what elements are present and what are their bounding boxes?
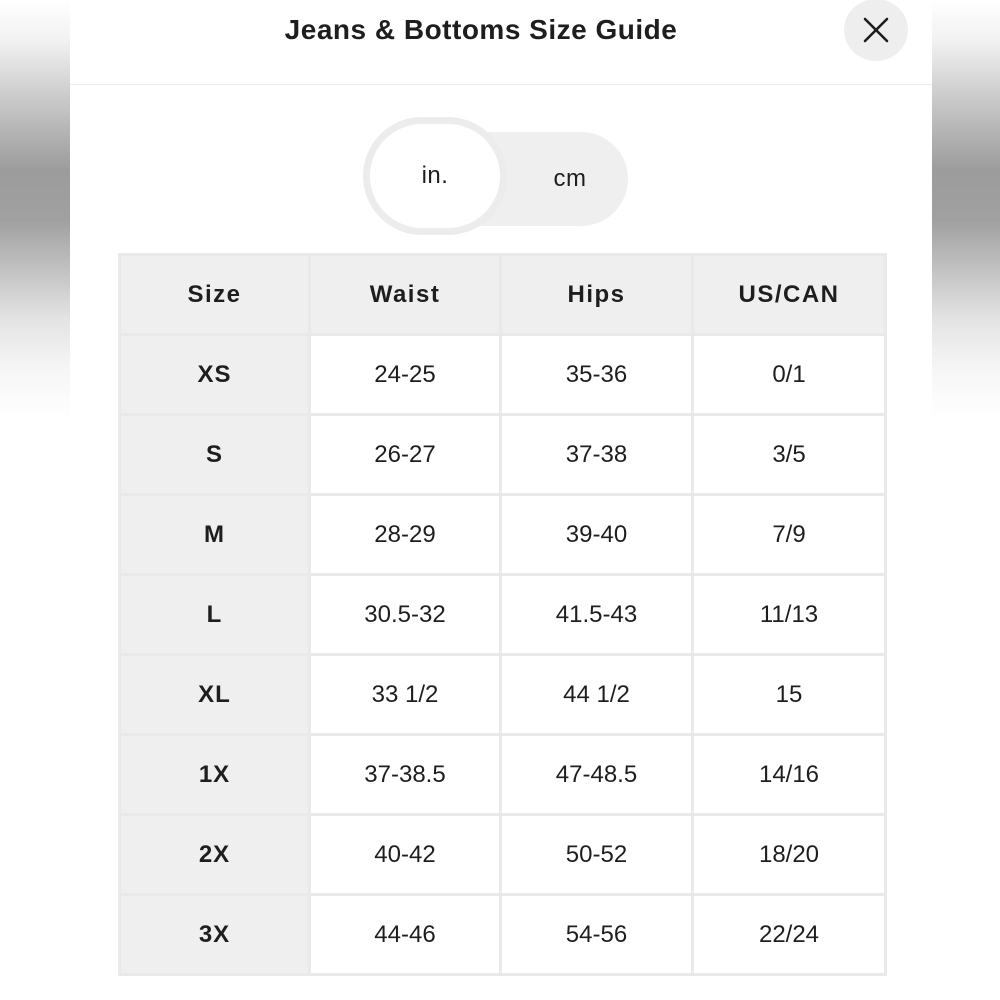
table-row [120, 575, 886, 655]
size-guide-modal [70, 0, 932, 1000]
header-hips: Hips [501, 255, 693, 335]
waist-cell: 30.5-32 [310, 575, 501, 655]
us-can-cell: 0/1 [693, 335, 886, 415]
table-row [120, 895, 886, 975]
table-row [120, 655, 886, 735]
waist-cell: 37-38.5 [310, 735, 501, 815]
modal-header [70, 0, 932, 85]
close-button[interactable] [844, 0, 908, 61]
background-left [0, 0, 70, 1000]
us-can-cell: 14/16 [693, 735, 886, 815]
us-can-cell: 11/13 [693, 575, 886, 655]
table-row [120, 815, 886, 895]
background-right [932, 0, 1000, 1000]
header-waist: Waist [310, 255, 501, 335]
table-row [120, 415, 886, 495]
table-row [120, 495, 886, 575]
modal-title: Jeans & Bottoms Size Guide [284, 14, 678, 45]
hips-cell: 47-48.5 [501, 735, 693, 815]
us-can-cell: 3/5 [693, 415, 886, 495]
size-table [118, 253, 887, 976]
size-cell: 1X [120, 735, 310, 815]
table-row [120, 335, 886, 415]
size-cell: XS [120, 335, 310, 415]
hips-cell: 44 1/2 [501, 655, 693, 735]
us-can-cell: 15 [693, 655, 886, 735]
header-size: Size [120, 255, 310, 335]
close-icon [863, 17, 889, 43]
unit-option-cm[interactable]: cm [553, 165, 587, 192]
waist-cell: 44-46 [310, 895, 501, 975]
us-can-cell: 22/24 [693, 895, 886, 975]
waist-cell: 24-25 [310, 335, 501, 415]
hips-cell: 50-52 [501, 815, 693, 895]
us-can-cell: 18/20 [693, 815, 886, 895]
size-cell: 2X [120, 815, 310, 895]
hips-cell: 41.5-43 [501, 575, 693, 655]
size-cell: XL [120, 655, 310, 735]
size-cell: S [120, 415, 310, 495]
size-cell: 3X [120, 895, 310, 975]
header-us-can: US/CAN [693, 255, 886, 335]
hips-cell: 37-38 [501, 415, 693, 495]
hips-cell: 39-40 [501, 495, 693, 575]
waist-cell: 26-27 [310, 415, 501, 495]
table-header-row [120, 255, 886, 335]
size-cell: L [120, 575, 310, 655]
us-can-cell: 7/9 [693, 495, 886, 575]
hips-cell: 35-36 [501, 335, 693, 415]
table-row [120, 735, 886, 815]
hips-cell: 54-56 [501, 895, 693, 975]
unit-option-inches[interactable]: in. [370, 124, 500, 228]
waist-cell: 33 1/2 [310, 655, 501, 735]
size-cell: M [120, 495, 310, 575]
waist-cell: 40-42 [310, 815, 501, 895]
waist-cell: 28-29 [310, 495, 501, 575]
